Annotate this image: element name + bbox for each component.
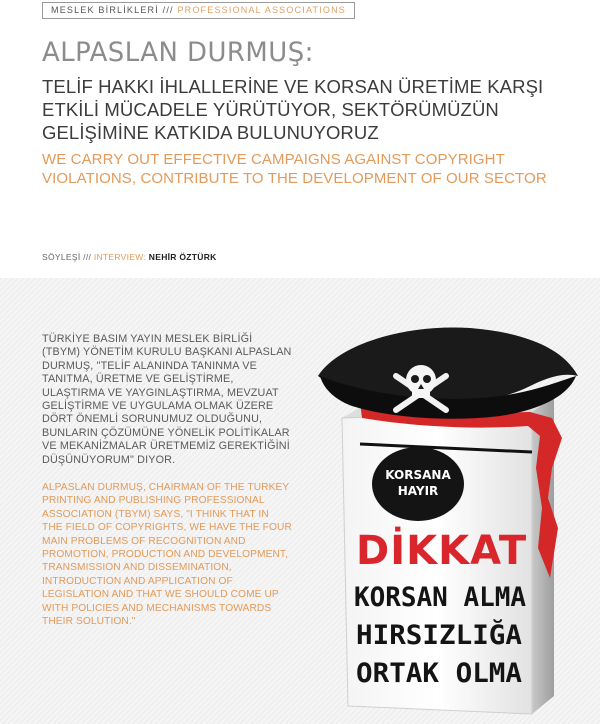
byline-tr: SÖYLEŞİ <box>42 252 81 262</box>
body-text-en: ALPASLAN DURMUŞ, CHAIRMAN OF THE TURKEY PRINTING AND PUBLISHING PROFESSIONAL ASSOCIATION (TBYM) SAYS, "I THINK THAT IN THE FIELD OF COPYRIGHTS, WE HAVE THE FOUR MAIN PROBLEMS OF RECOGNITION AND PROMOTION, PRODUCTION AND DEVELOPMENT, TRANSMISSION AND DISSEMINATION, INTRODUCTION AND APPLICATION OF LEGISLATION AND THAT WE SHOULD COME UP WITH POLICIES AND MECHANISMS TOWARDS THEIR SOLUTION." <box>42 482 292 628</box>
section-tag-separator: /// <box>162 5 174 15</box>
section-tag-en: PROFESSIONAL ASSOCIATIONS <box>177 5 346 15</box>
article-name: ALPASLAN DURMUŞ: <box>42 37 314 68</box>
headline-en: WE CARRY OUT EFFECTIVE CAMPAIGNS AGAINST COPYRIGHT VIOLATIONS, CONTRIBUTE TO THE DEVELOPMENT OF OUR SECTOR <box>42 151 547 187</box>
byline-separator: /// <box>83 252 92 262</box>
byline-en: INTERVIEW: <box>93 252 147 262</box>
cover-warning: DİKKAT <box>356 528 528 574</box>
cover-line-1: KORSAN ALMA <box>354 582 526 613</box>
pirate-book-illustration <box>300 318 590 724</box>
eyepatch-text-1: KORSANA <box>385 468 451 482</box>
byline <box>42 252 217 262</box>
headline-tr: TELİF HAKKI İHLALLERİNE VE KORSAN ÜRETİME KARŞI ETKİLİ MÜCADELE YÜRÜTÜYOR, SEKTÖRÜMÜZÜN GELİŞİMİNE KATKIDA BULUNUYORUZ <box>42 76 544 143</box>
section-tag <box>42 2 355 19</box>
cover-line-2: HIRSIZLIĞA <box>356 620 519 651</box>
cover-line-3: ORTAK OLMA <box>356 658 522 689</box>
section-tag-tr: MESLEK BİRLİKLERİ <box>51 5 159 15</box>
body-text-tr: TÜRKİYE BASIM YAYIN MESLEK BİRLİĞİ (TBYM) YÖNETİM KURULU BAŞKANI ALPASLAN DURMUŞ, "TELİF ALANINDA TANINMA VE TANITMA, ÜRETME VE GELİŞTİRME, ULAŞTIRMA VE YAYGINLAŞTIRMA, MEVZUAT GELİŞTİRME VE UYGULAMA OLMAK ÜZERE DÖRT ÖNEMLİ SORUNUMUZ OLDUĞUNU, BUNLARIN ÇÖZÜMÜNE YÖNELİK POLİTİKALAR VE MEKANİZMALAR ÜRETMEMİZ GEREKTİĞİNİ DÜŞÜNÜYORUM" DIYOR. <box>42 333 292 466</box>
eyepatch-text-2: HAYIR <box>397 484 439 498</box>
byline-author: NEHİR ÖZTÜRK <box>148 252 217 262</box>
